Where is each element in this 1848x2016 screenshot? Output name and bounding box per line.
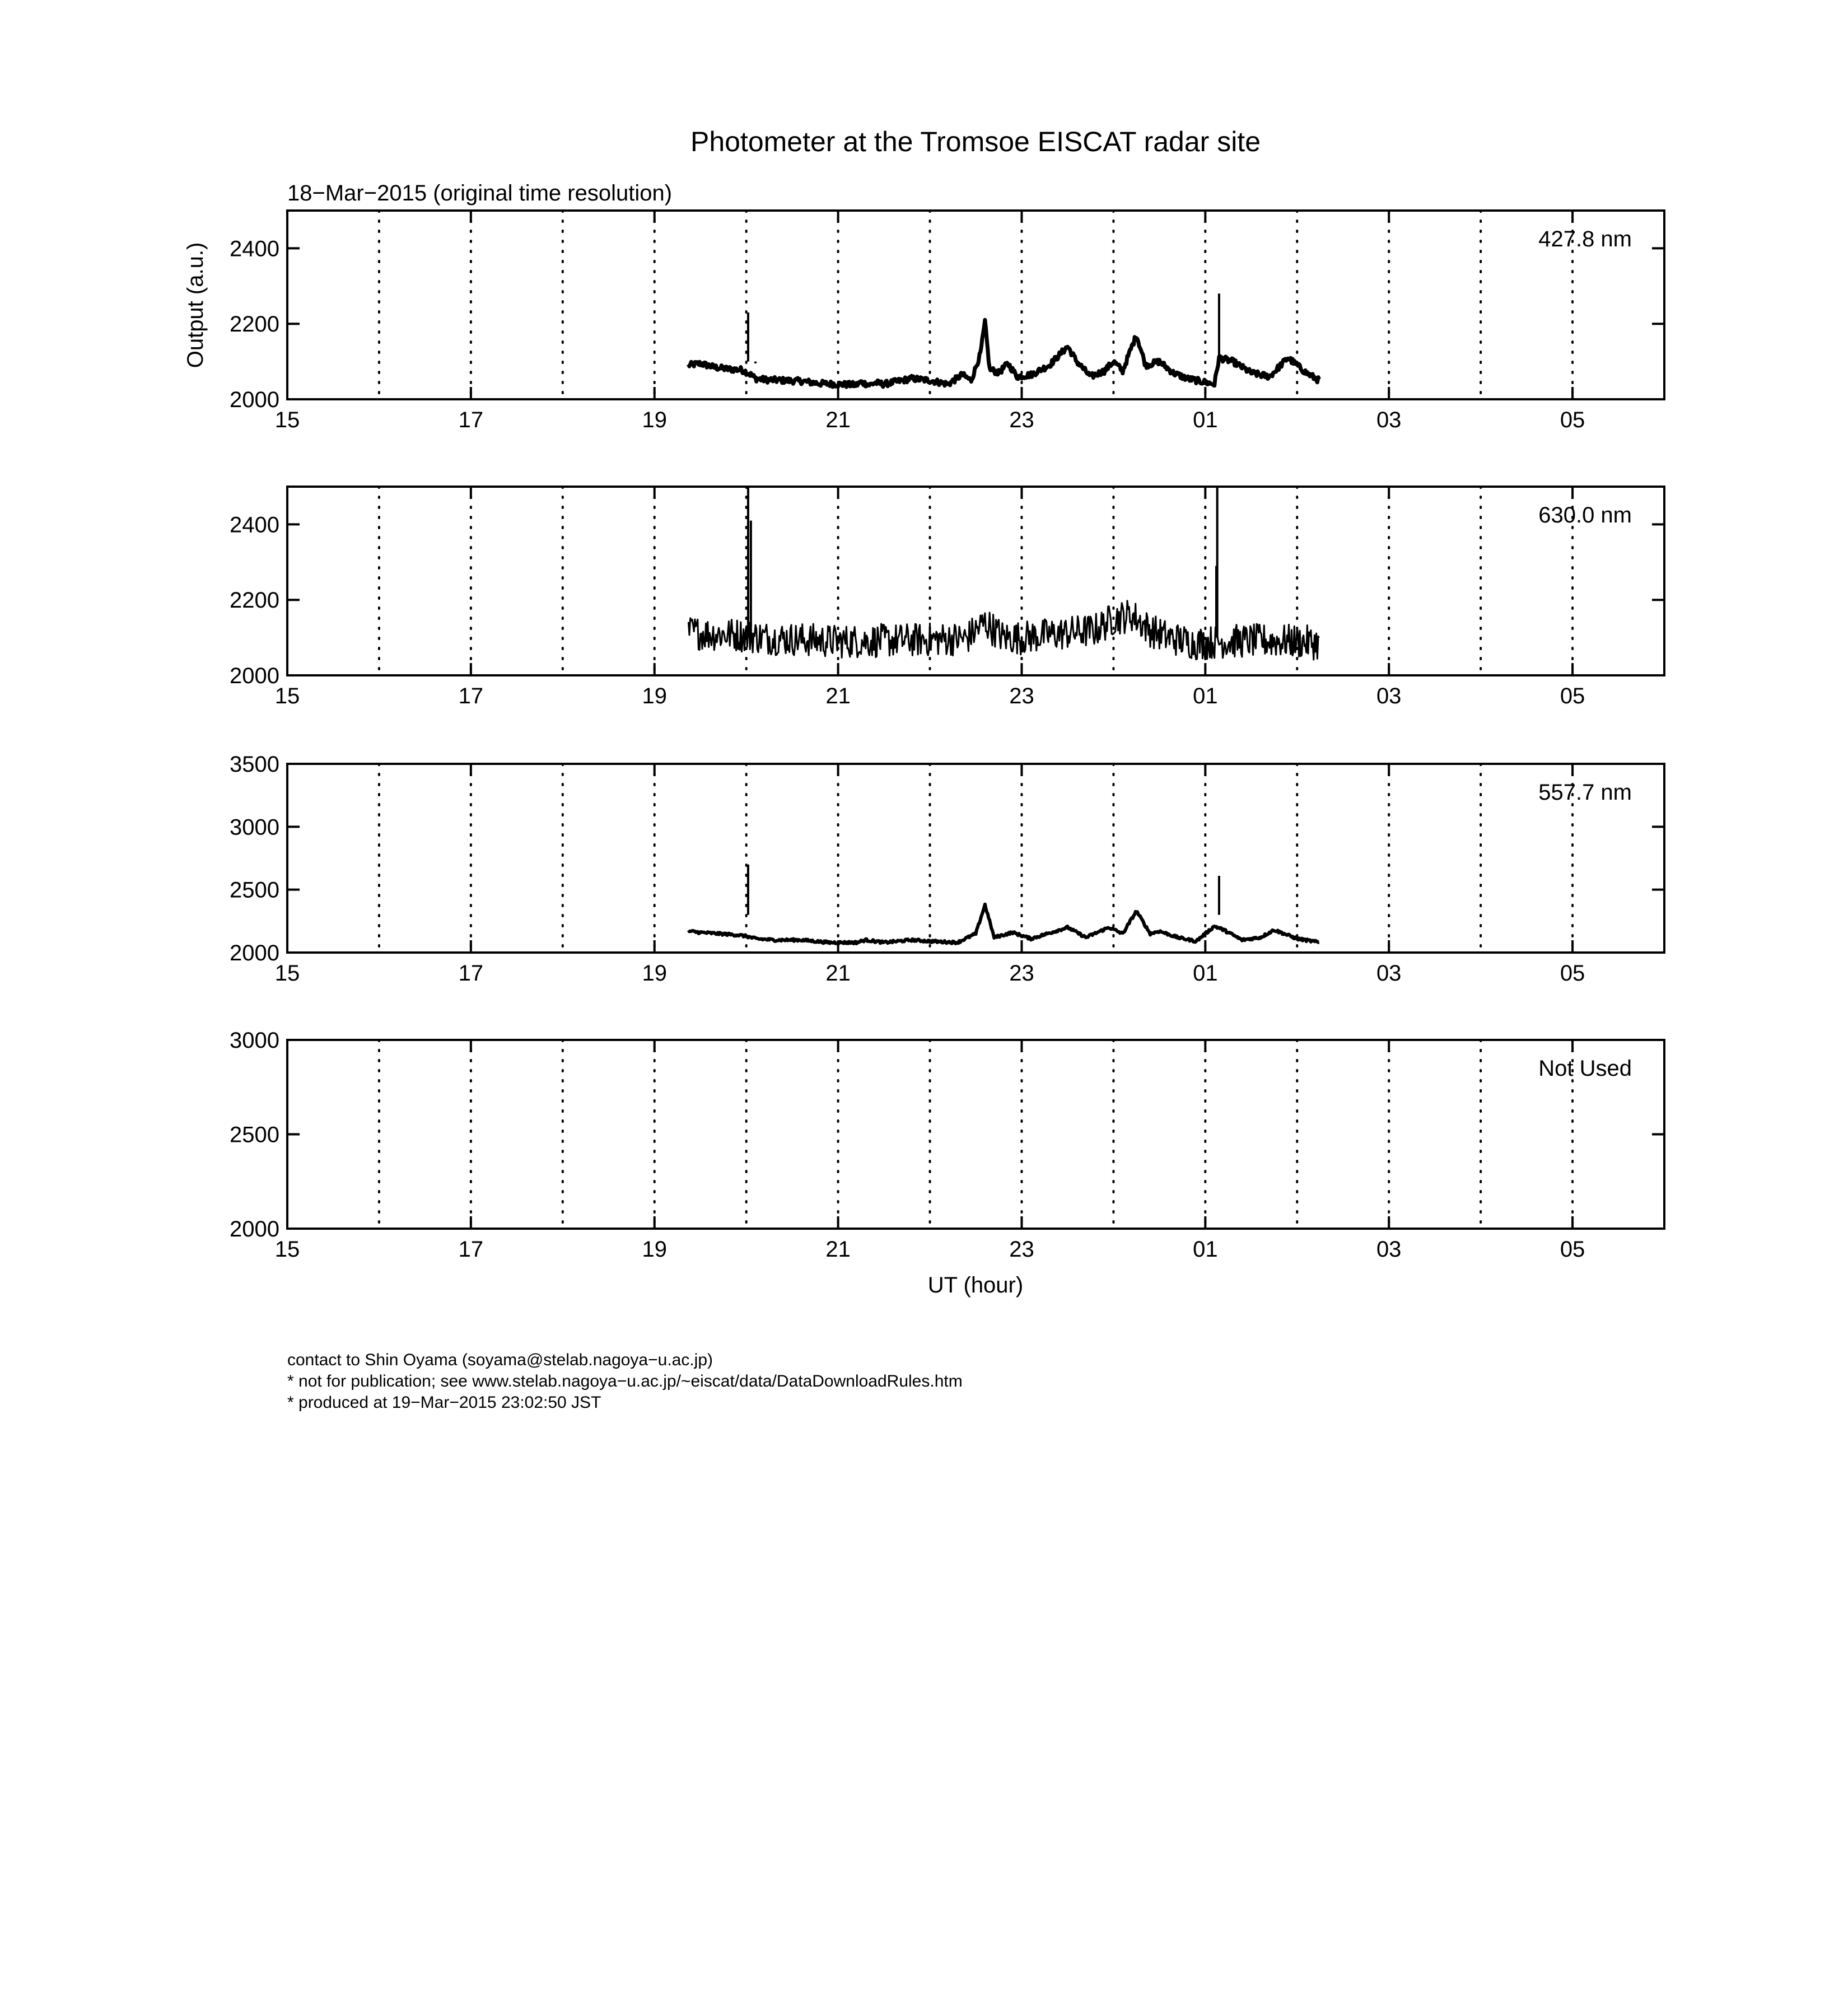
- panel-2: [230, 487, 1664, 708]
- x-tick-label: 03: [1376, 961, 1402, 986]
- panel-label: 557.7 nm: [1538, 780, 1632, 805]
- x-tick-label: 19: [642, 1237, 667, 1262]
- footer-produced: * produced at 19−Mar−2015 23:02:50 JST: [287, 1393, 601, 1412]
- x-tick-label: 15: [274, 684, 300, 708]
- x-tick-label: 03: [1376, 684, 1402, 708]
- x-tick-label: 15: [274, 1237, 300, 1262]
- footer-contact: contact to Shin Oyama (soyama@stelab.nagoya−u.ac.jp): [287, 1351, 713, 1369]
- x-tick-label: 01: [1193, 684, 1218, 708]
- y-tick-label: 3000: [230, 815, 279, 840]
- y-tick-label: 2200: [230, 312, 279, 337]
- x-tick-label: 03: [1376, 408, 1402, 432]
- series-line: [688, 601, 1319, 660]
- x-tick-label: 19: [642, 408, 667, 432]
- y-tick-label: 2200: [230, 588, 279, 613]
- x-tick-label: 01: [1193, 1237, 1218, 1262]
- series-line: [688, 320, 1319, 387]
- x-tick-label: 17: [458, 684, 484, 708]
- footer-rules: * not for publication; see www.stelab.nagoya−u.ac.jp/~eiscat/data/DataDownloadRules.htm: [287, 1372, 963, 1390]
- footer-notes: [287, 1350, 963, 1413]
- panel-3: [230, 752, 1664, 986]
- series-line: [688, 904, 1319, 944]
- x-tick-label: 17: [458, 1237, 484, 1262]
- y-tick-label: 2000: [230, 941, 279, 965]
- x-tick-label: 23: [1009, 961, 1034, 986]
- x-tick-label: 21: [825, 408, 851, 432]
- x-tick-label: 17: [458, 408, 484, 432]
- x-tick-label: 21: [825, 1237, 851, 1262]
- y-tick-label: 2000: [230, 1217, 279, 1242]
- x-axis-title: UT (hour): [927, 1273, 1024, 1298]
- axes-frame: [287, 487, 1664, 675]
- y-tick-label: 2500: [230, 878, 279, 903]
- y-tick-label: 3500: [230, 752, 279, 777]
- figure-subtitle: 18−Mar−2015 (original time resolution): [287, 181, 673, 206]
- panel-label: 630.0 nm: [1538, 503, 1632, 528]
- x-tick-label: 05: [1560, 408, 1585, 432]
- x-tick-label: 15: [274, 408, 300, 432]
- panel-label: Not Used: [1538, 1056, 1632, 1081]
- x-tick-label: 01: [1193, 408, 1218, 432]
- y-axis-title: Output (a.u.): [183, 242, 208, 368]
- y-tick-label: 3000: [230, 1028, 279, 1053]
- x-tick-label: 19: [642, 961, 667, 986]
- y-tick-label: 2400: [230, 512, 279, 538]
- axes-frame: [287, 764, 1664, 953]
- x-tick-label: 05: [1560, 1237, 1585, 1262]
- x-tick-label: 05: [1560, 684, 1585, 708]
- x-tick-label: 15: [274, 961, 300, 986]
- y-tick-label: 2400: [230, 236, 279, 262]
- figure-title: Photometer at the Tromsoe EISCAT radar site: [690, 126, 1261, 157]
- y-tick-label: 2500: [230, 1122, 279, 1147]
- axes-frame: [287, 1040, 1664, 1229]
- panel-label: 427.8 nm: [1538, 227, 1632, 251]
- chart-panels: [230, 211, 1664, 1262]
- panel-4: [230, 1028, 1664, 1262]
- x-tick-label: 21: [825, 684, 851, 708]
- panel-1: [230, 211, 1664, 432]
- x-tick-label: 23: [1009, 684, 1034, 708]
- x-tick-label: 05: [1560, 961, 1585, 986]
- y-tick-label: 2000: [230, 388, 279, 412]
- x-tick-label: 23: [1009, 408, 1034, 432]
- x-tick-label: 19: [642, 684, 667, 708]
- x-tick-label: 01: [1193, 961, 1218, 986]
- x-tick-label: 17: [458, 961, 484, 986]
- x-tick-label: 03: [1376, 1237, 1402, 1262]
- x-tick-label: 21: [825, 961, 851, 986]
- y-tick-label: 2000: [230, 664, 279, 688]
- x-tick-label: 23: [1009, 1237, 1034, 1262]
